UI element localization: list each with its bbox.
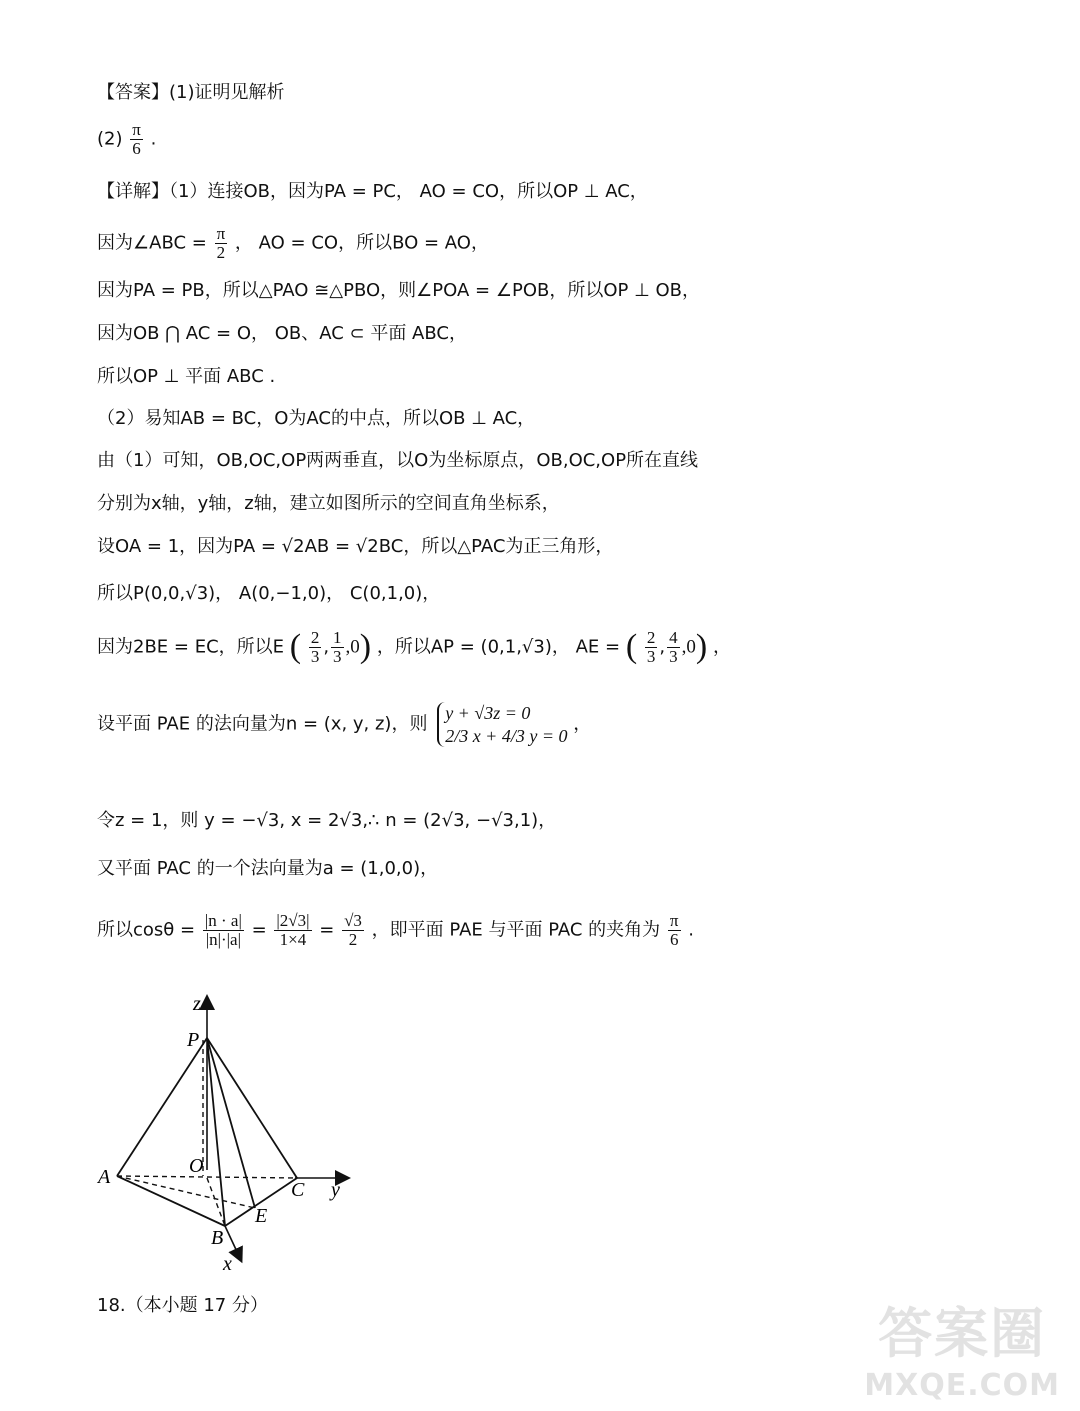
detail-line-15: 所以cosθ = $\frac{|n \cdot a|}{|n|\cdot|a|}$ = $\frac{|2√3|}{1\times 4}$ = $\frac{√3}{2}$ ，即平面 PAE 与平面 PAC 的夹角为 $\frac{\pi}{6}$ . (97, 911, 694, 949)
fraction-denominator: 1×4 (279, 929, 307, 949)
detail-line-7: 由（1）可知，OB,OC,OP两两垂直，以O为坐标原点，OB,OC,OP所在直线 (97, 450, 699, 471)
system-eq-2: 2/3 x + 4/3 y = 0 (445, 725, 568, 746)
edge-AE-dashed (117, 1176, 255, 1208)
paren-close: ) (695, 628, 708, 665)
answer-part2-prefix: (2) (97, 128, 123, 150)
fraction-numerator: 4 (669, 628, 678, 648)
fraction-denominator: 2 (216, 242, 226, 262)
detail-line-1: 【详解】（1）连接OB，因为PA = PC， AO = CO，所以OP ⊥ AC， (97, 181, 648, 202)
paren-open: ( (289, 628, 302, 665)
label-A: A (98, 1166, 111, 1188)
label-B: B (211, 1227, 224, 1249)
edge-AB (117, 1176, 225, 1226)
e-frac-1 (309, 629, 322, 666)
edge-PE (207, 1038, 255, 1208)
detail-line-2-b: ， AO = CO，所以BO = AO， (234, 232, 489, 254)
e-frac-2 (331, 629, 344, 666)
detail-line-11-a: 因为2BE = EC，所以E (97, 636, 285, 658)
fraction-denominator: 6 (669, 929, 679, 949)
cos-frac-3 (342, 912, 364, 949)
ae-tail: ,0 (681, 636, 696, 658)
detail-line-15-end: . (688, 919, 694, 941)
paren-close: ) (359, 628, 372, 665)
x-axis (225, 1226, 239, 1256)
fraction-numerator: |n · a| (204, 911, 242, 930)
answer-part2 (97, 121, 156, 158)
detail-line-13: 令z = 1，则 y = −√3, x = 2√3,∴ n = (2√3, −√3,1)， (97, 810, 557, 831)
watermark-top: 答案圈 (878, 1302, 1047, 1365)
detail-line-4: 因为OB ⋂ AC = O， OB、AC ⊂ 平面 ABC， (97, 323, 467, 344)
watermark-bottom: MXQE.COM (864, 1368, 1060, 1403)
detail-line-8: 分别为x轴，y轴，z轴，建立如图所示的空间直角坐标系， (97, 493, 560, 514)
label-x: x (223, 1253, 232, 1275)
detail-line-12-a: 设平面 PAE 的法向量为n = (x, y, z)，则 (97, 713, 428, 735)
detail-line-2-a: 因为∠ABC = (97, 232, 207, 254)
detail-line-3: 因为PA = PB，所以△PAO ≅△PBO，则∠POA = ∠POB，所以OP ⊥ OB， (97, 280, 701, 301)
fraction-denominator: |n|·|a| (205, 929, 242, 949)
fraction-denominator: 3 (333, 646, 342, 666)
label-E: E (255, 1205, 268, 1227)
fraction-numerator: 1 (333, 628, 342, 648)
system-eq-1: y + √3z = 0 (445, 703, 531, 723)
answer-part2-fraction (130, 121, 143, 158)
detail-line-11-c: ， (712, 636, 731, 658)
paren-open: ( (625, 628, 638, 665)
detail-line-11: 因为2BE = EC，所以E ( $\frac{2}{3}$ , $\frac{1}{3}$ ,0) ，所以AP = (0,1,√3)， AE = ( $\frac{2}{3}$ , $\frac{4}{3}$ ,0) ， (97, 628, 731, 666)
fraction-numerator: π (216, 224, 226, 243)
fraction-numerator: π (669, 911, 679, 930)
fraction-numerator: 2 (310, 628, 320, 648)
detail-line-14: 又平面 PAC 的一个法向量为a = (1,0,0)， (97, 858, 439, 879)
ae-frac-1 (645, 629, 658, 666)
ae-frac-2 (667, 629, 680, 666)
fraction-denominator: 3 (669, 646, 678, 666)
detail-line-2 (97, 225, 489, 262)
detail-line-12 (97, 702, 591, 747)
label-P: P (187, 1029, 200, 1051)
fraction-numerator: |2√3| (276, 911, 310, 930)
answer-part2-end: . (150, 128, 157, 150)
angle-result-fraction (668, 912, 681, 949)
cos-frac-2 (274, 912, 311, 949)
edge-AC-dashed (117, 1176, 297, 1178)
pyramid-figure (95, 990, 365, 1280)
fraction-denominator: 6 (132, 138, 141, 158)
detail-line-10: 所以P(0,0,√3)， A(0,−1,0)， C(0,1,0)， (97, 583, 441, 604)
fraction-denominator: 3 (646, 646, 656, 666)
fraction-numerator: √3 (344, 911, 362, 930)
edge-PB (207, 1038, 225, 1226)
label-y: y (331, 1179, 340, 1201)
e-tail: ,0 (345, 636, 360, 658)
fraction-denominator: 3 (310, 646, 320, 666)
detail-line-9: 设OA = 1，因为PA = √2AB = √2BC，所以△PAC为正三角形， (97, 536, 614, 557)
angle-fraction (215, 225, 228, 262)
label-O: O (189, 1155, 204, 1177)
watermark-logo (864, 1291, 1060, 1403)
detail-line-6: （2）易知AB = BC，O为AC的中点，所以OB ⊥ AC， (97, 408, 536, 429)
detail-line-5: 所以OP ⊥ 平面 ABC . (97, 366, 276, 387)
detail-line-11-b: ，所以AP = (0,1,√3)， AE = (376, 636, 621, 658)
equation-system (437, 702, 567, 747)
label-z: z (193, 993, 201, 1015)
fraction-denominator: 2 (348, 929, 358, 949)
detail-line-15-b: ，即平面 PAE 与平面 PAC 的夹角为 (371, 919, 661, 941)
question-18-heading: 18.（本小题 17 分） (97, 1295, 268, 1316)
edge-PC (207, 1038, 297, 1178)
fraction-numerator: π (132, 120, 141, 139)
detail-line-12-b: ， (573, 713, 592, 735)
answer-line: 【答案】(1)证明见解析 (97, 82, 285, 103)
label-C: C (291, 1179, 305, 1201)
detail-line-15-a: 所以cosθ = (97, 919, 196, 941)
fraction-numerator: 2 (646, 628, 656, 648)
cos-frac-1 (203, 912, 244, 949)
